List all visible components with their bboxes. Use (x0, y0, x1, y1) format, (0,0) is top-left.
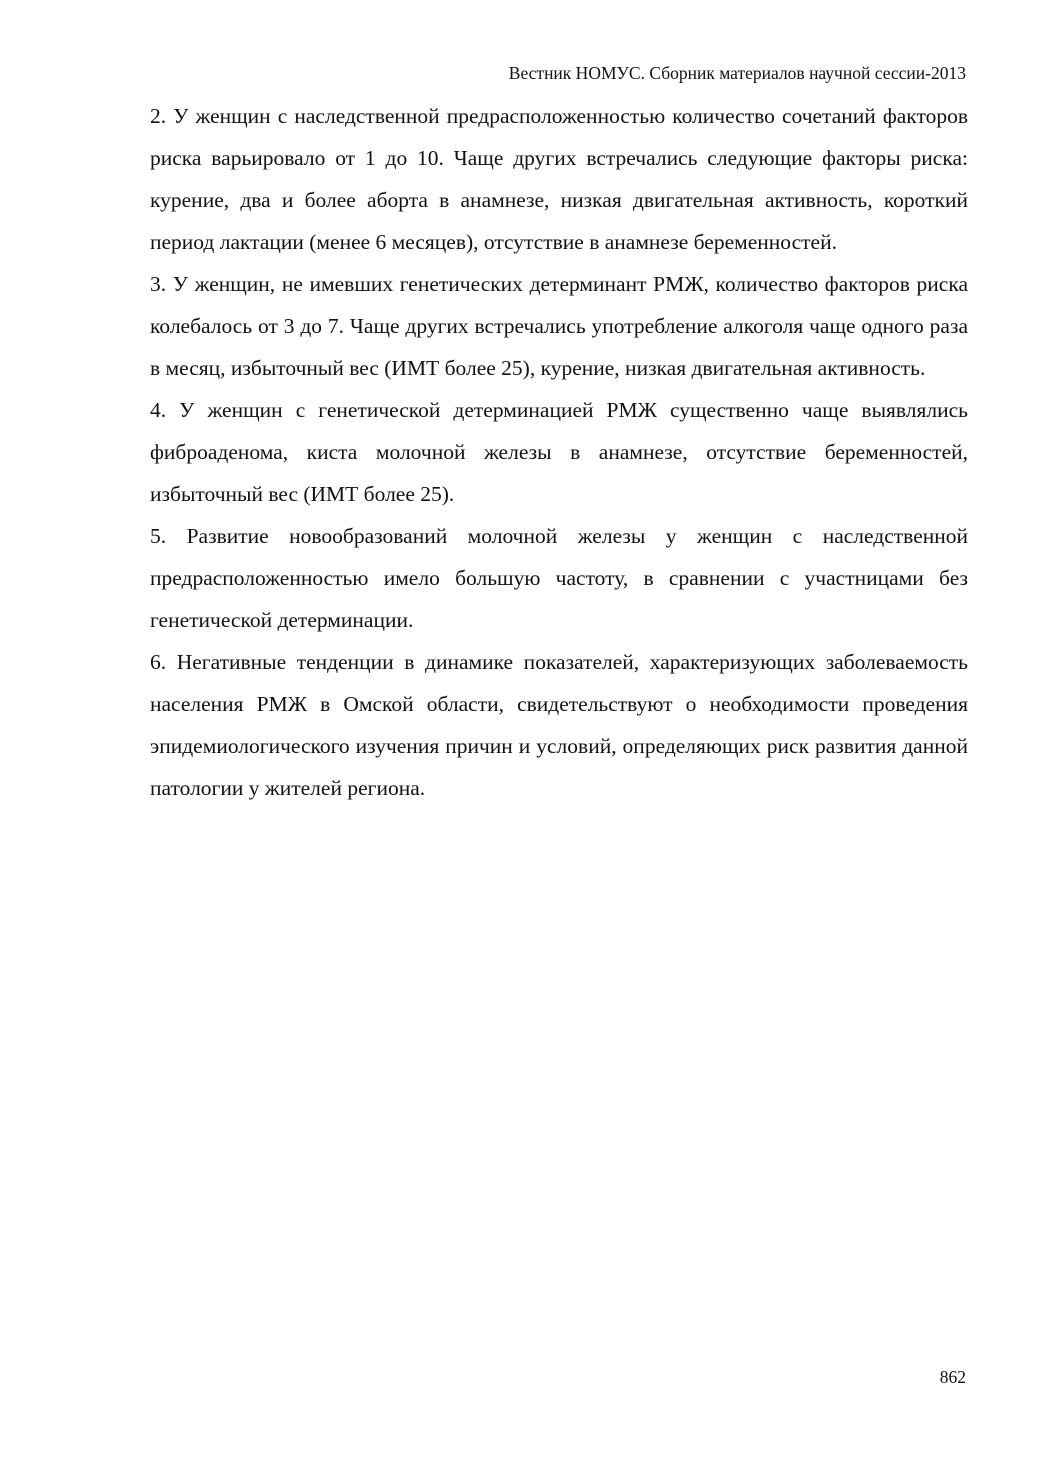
conclusion-item-5: 5. Развитие новообразований молочной железы у женщин с наследственной предрасположенностью имело большую частоту, в сравнении с участницами без генетической детерминации. (150, 524, 968, 632)
conclusions-list (150, 95, 968, 809)
conclusion-item-3: 3. У женщин, не имевших генетических детерминант РМЖ, количество факторов риска колебалось от 3 до 7. Чаще других встречались употребление алкоголя чаще одного раза в месяц, избыточный вес (ИМТ более 25), курение, низкая двигательная активность. (150, 272, 968, 380)
conclusion-item-6: 6. Негативные тенденции в динамике показателей, характеризующих заболеваемость населения РМЖ в Омской области, свидетельствуют о необходимости проведения эпидемиологического изучения причин и условий, определяющих риск развития данной патологии у жителей региона. (150, 650, 968, 800)
running-header: Вестник НОМУС. Сборник материалов научной сессии-2013 (508, 63, 966, 83)
conclusion-item-4: 4. У женщин с генетической детерминацией РМЖ существенно чаще выявлялись фиброаденома, киста молочной железы в анамнезе, отсутствие беременностей, избыточный вес (ИМТ более 25). (150, 398, 968, 506)
page-number: 862 (939, 1367, 966, 1387)
conclusion-item-2: 2. У женщин с наследственной предрасположенностью количество сочетаний факторов риска варьировало от 1 до 10. Чаще других встречались следующие факторы риска: курение, два и более аборта в анамнезе, низкая двигательная активность, короткий период лактации (менее 6 месяцев), отсутствие в анамнезе беременностей. (150, 104, 968, 254)
